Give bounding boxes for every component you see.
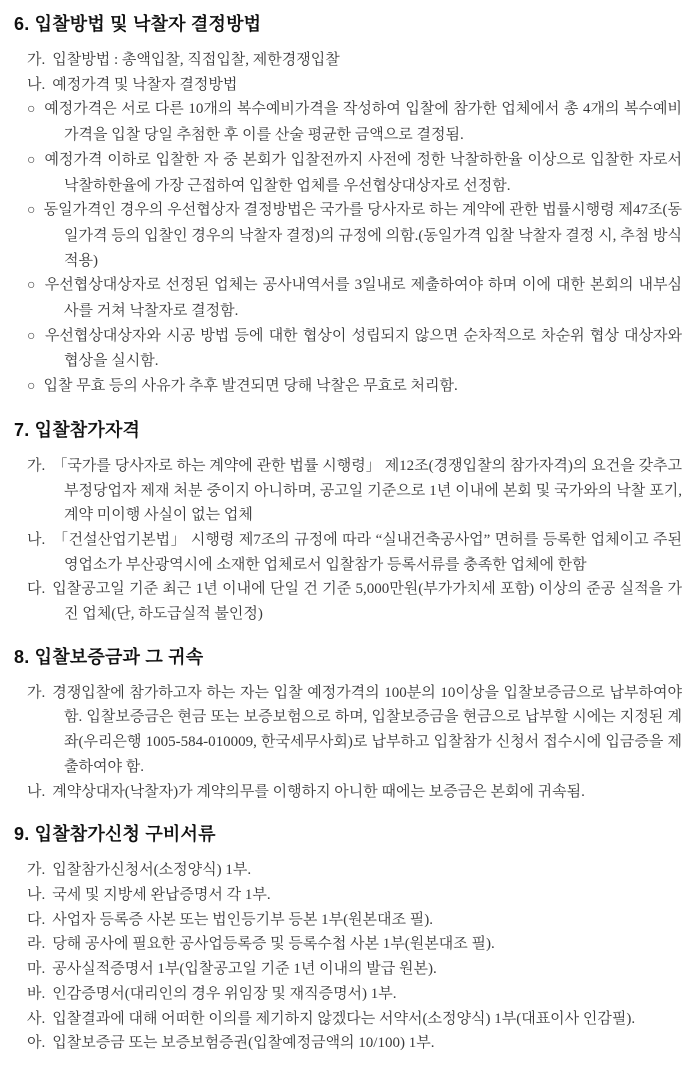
list-item [27,957,682,982]
list-item [27,148,682,198]
item-text: 동일가격인 경우의 우선협상자 결정방법은 국가를 당사자로 하는 계약에 관한 법률시행령 제47조(동일가격 등의 입찰인 경우의 낙찰자 결정)의 규정에 의함.(동일가격 입찰 낙찰자 결정 시, 추첨 방식 적용) [43,202,682,269]
item-text: 입찰공고일 기준 최근 1년 이내에 단일 건 기준 5,000만원(부가가치세 포함) 이상의 준공 실적을 가진 업체(단, 하도급실적 불인정) [52,581,682,623]
list-item [27,780,682,805]
section-required-documents [14,823,684,1056]
list-item [27,454,682,528]
circle-bullet-icon: ○ [27,203,36,219]
item-text: 계약상대자(낙찰자)가 계약의무를 이행하지 아니한 때에는 보증금은 본회에 귀속됨. [52,783,585,800]
circle-bullet-icon: ○ [27,102,37,118]
item-text: 「국가를 당사자로 하는 계약에 관한 법률 시행령」 제12조(경쟁입찰의 참가자격)의 요건을 갖추고 부정당업자 제재 처분 중이지 아니하며, 공고일 기준으로 1년 이내에 본회 및 국가와의 낙찰 포기, 계약 미이행 사실이 없는 업체 [52,457,682,524]
item-marker: 나. [27,531,46,548]
item-marker: 바. [27,985,46,1002]
item-marker: 가. [27,862,46,879]
section-items [14,48,684,400]
section-heading: 6. 입찰방법 및 낙찰자 결정방법 [14,14,262,34]
list-item [27,374,682,400]
item-marker: 가. [27,684,46,701]
item-marker: 가. [27,52,46,68]
item-text: 공사실적증명서 1부(입찰공고일 기준 1년 이내의 발급 원본). [52,961,437,978]
list-item [27,528,682,577]
list-item [27,198,682,273]
item-text: 당해 공사에 필요한 공사업등록증 및 등록수첩 사본 1부(원본대조 필). [52,936,495,953]
item-marker: 나. [27,783,46,800]
section-bid-deposit [14,646,684,805]
item-text: 예정가격은 서로 다른 10개의 복수예비가격을 작성하여 입찰에 참가한 업체에서 총 4개의 복수예비가격을 입찰 당일 추첨한 후 이를 산술 평균한 금액으로 결정됨. [44,101,682,144]
item-text: 입찰보증금 또는 보증보험증권(입찰예정금액의 10/100) 1부. [52,1035,435,1052]
item-marker: 가. [27,457,46,474]
list-item [27,681,682,780]
item-marker: 나. [27,886,46,903]
item-marker: 다. [27,581,46,598]
item-text: 우선협상대상자로 선정된 업체는 공사내역서를 3일내로 제출하여야 하며 이에 대한 본회의 내부심사를 거쳐 낙찰자로 결정함. [44,277,682,320]
list-item [27,1031,682,1056]
list-item [27,1007,682,1032]
section-bid-method [14,13,684,400]
item-text: 경쟁입찰에 참가하고자 하는 자는 입찰 예정가격의 100분의 10이상을 입찰보증금으로 납부하여야 함. 입찰보증금은 현금 또는 보증보험으로 하며, 입찰보증금을 현금으로 납부할 시에는 지정된 계좌(우리은행 1005-584-010009, 한국세무사회)로 납부하고 입찰참가 신청서 접수시에 입금증을 제출하여야 함. [52,684,682,775]
item-text: 국세 및 지방세 완납증명서 각 1부. [52,886,271,903]
list-item [27,932,682,957]
item-text: 입찰 무효 등의 사유가 추후 발견되면 당해 낙찰은 무효로 처리함. [43,378,458,395]
list-item [27,324,682,374]
item-marker: 마. [27,961,46,978]
item-text: 입찰참가신청서(소정양식) 1부. [52,862,252,879]
section-bid-eligibility [14,419,684,627]
section-items [14,454,684,627]
section-items [14,681,684,805]
circle-bullet-icon: ○ [27,278,37,294]
list-item [27,908,682,933]
circle-bullet-icon: ○ [27,328,37,344]
item-text: 우선협상대상자와 시공 방법 등에 대한 협상이 성립되지 않으면 순차적으로 차순위 협상 대상자와 협상을 실시함. [44,327,682,370]
item-marker: 아. [27,1035,46,1052]
section-heading: 8. 입찰보증금과 그 귀속 [14,646,204,667]
list-item [27,982,682,1007]
item-text: 예정가격 이하로 입찰한 자 중 본회가 입찰전까지 사전에 정한 낙찰하한율 이상으로 입찰한 자로서 낙찰하한율에 가장 근접하여 입찰한 업체를 우선협상대상자로 선정함. [44,151,682,194]
section-heading: 7. 입찰참가자격 [14,419,141,440]
list-item [27,48,682,73]
list-item [27,97,682,147]
circle-bullet-icon: ○ [27,152,37,168]
item-text: 입찰결과에 대해 어떠한 이의를 제기하지 않겠다는 서약서(소정양식) 1부(대표이사 인감필). [52,1010,636,1027]
circle-bullet-icon: ○ [27,379,36,395]
item-marker: 사. [27,1010,46,1027]
item-text: 입찰방법 : 총액입찰, 직접입찰, 제한경쟁입찰 [52,52,340,68]
item-text: 사업자 등록증 사본 또는 법인등기부 등본 1부(원본대조 필). [52,911,434,928]
list-item [27,858,682,883]
item-text: 「건설산업기본법」 시행령 제7조의 규정에 따라 “실내건축공사업” 면허를 등록한 업체이고 주된 영업소가 부산광역시에 소재한 업체로서 입찰참가 등록서류를 충족한 업체에 한함 [52,531,682,573]
item-text: 인감증명서(대리인의 경우 위임장 및 재직증명서) 1부. [52,985,397,1002]
item-text: 예정가격 및 낙찰자 결정방법 [52,76,238,93]
list-item [27,73,682,98]
section-heading: 9. 입찰참가신청 구비서류 [14,824,216,845]
item-marker: 라. [27,936,46,953]
section-items [14,858,684,1056]
list-item [27,273,682,323]
list-item [27,577,682,626]
list-item [27,883,682,908]
item-marker: 나. [27,76,46,93]
item-marker: 다. [27,911,46,928]
